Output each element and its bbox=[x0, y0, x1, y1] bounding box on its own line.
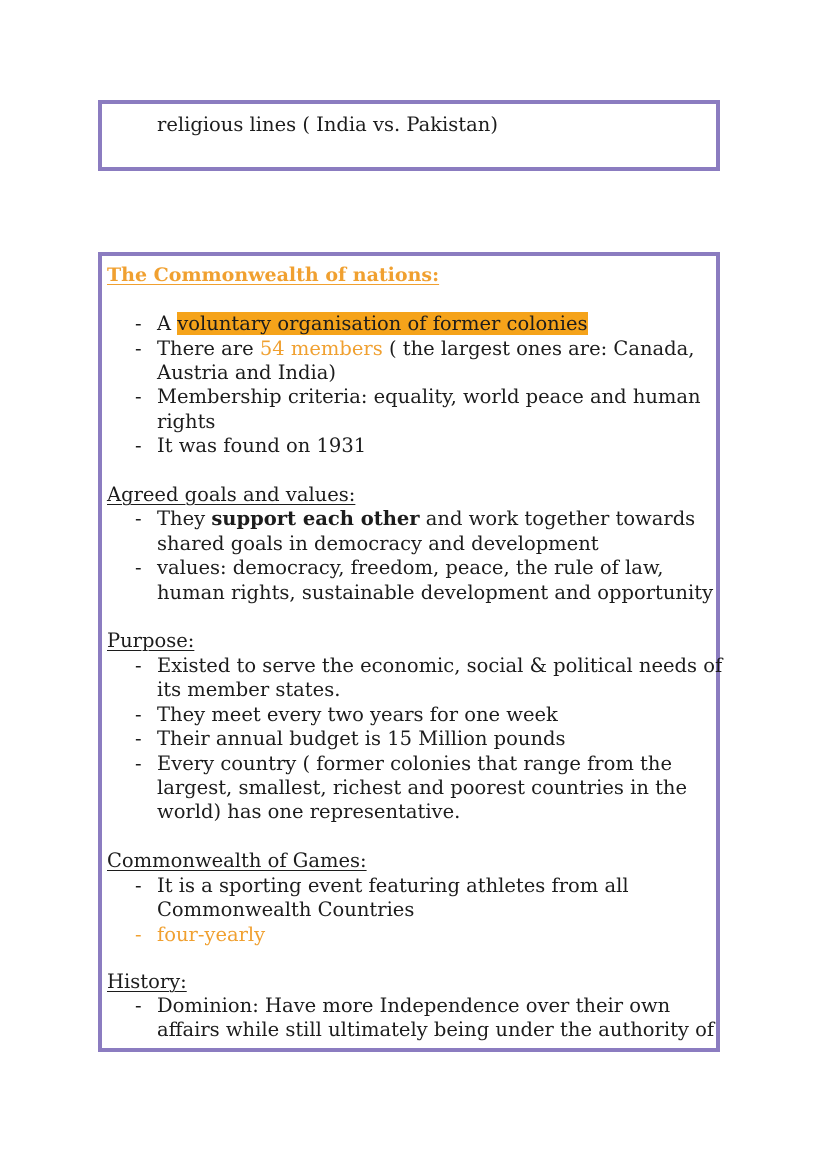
purpose-meet: They meet every two years for one week bbox=[157, 703, 558, 726]
games-event-cont: Commonwealth Countries bbox=[157, 898, 415, 921]
bullet-dash: - bbox=[135, 434, 142, 457]
goal-support-cont: shared goals in democracy and development bbox=[157, 532, 599, 555]
bullet-members-cont: Austria and India) bbox=[157, 361, 336, 384]
highlight-voluntary: voluntary organisation of former colonies bbox=[177, 312, 588, 335]
bullet-founded: It was found on 1931 bbox=[157, 434, 367, 457]
goal-values-cont: human rights, sustainable development and opportunity bbox=[157, 581, 714, 604]
games-event: It is a sporting event featuring athletes from all bbox=[157, 874, 629, 897]
members-count: 54 members bbox=[259, 337, 383, 360]
games-heading: Commonwealth of Games: bbox=[107, 849, 367, 872]
purpose-country-cont: largest, smallest, richest and poorest countries in the bbox=[157, 776, 688, 799]
goal-support: They support each other and work together towards bbox=[157, 507, 696, 530]
bullet-criteria: Membership criteria: equality, world peace and human bbox=[157, 385, 701, 408]
history-heading: History: bbox=[107, 970, 187, 993]
bullet-dash: - bbox=[135, 654, 142, 677]
bullet-dash: - bbox=[135, 874, 142, 897]
goals-heading: Agreed goals and values: bbox=[107, 483, 356, 506]
games-frequency: four-yearly bbox=[157, 923, 266, 946]
bullet-dash: - bbox=[135, 337, 142, 360]
bullet-members: There are 54 members ( the largest ones are: Canada, bbox=[157, 337, 695, 360]
purpose-country-cont2: world) has one representative. bbox=[157, 800, 461, 823]
support-bold: support each other bbox=[211, 507, 420, 530]
goal-values: values: democracy, freedom, peace, the rule of law, bbox=[157, 556, 664, 579]
purpose-budget: Their annual budget is 15 Million pounds bbox=[157, 727, 566, 750]
section-title: The Commonwealth of nations: bbox=[107, 264, 440, 286]
bullet-dash: - bbox=[135, 385, 142, 408]
purpose-serve: Existed to serve the economic, social & political needs of bbox=[157, 654, 723, 677]
bullet-dash: - bbox=[135, 312, 142, 335]
bullet-criteria-cont: rights bbox=[157, 410, 216, 433]
bullet-dash: - bbox=[135, 703, 142, 726]
top-note-text: religious lines ( India vs. Pakistan) bbox=[157, 113, 498, 136]
purpose-heading: Purpose: bbox=[107, 629, 195, 652]
history-dominion-cont: affairs while still ultimately being under the authority of bbox=[157, 1018, 715, 1041]
purpose-country: Every country ( former colonies that range from the bbox=[157, 752, 672, 775]
bullet-dash: - bbox=[135, 994, 142, 1017]
bullet-dash: - bbox=[135, 752, 142, 775]
bullet-dash: - bbox=[135, 556, 142, 579]
bullet-dash: - bbox=[135, 923, 142, 946]
bullet-voluntary: A voluntary organisation of former colonies bbox=[157, 312, 588, 335]
bullet-dash: - bbox=[135, 507, 142, 530]
history-dominion: Dominion: Have more Independence over their own bbox=[157, 994, 671, 1017]
purpose-serve-cont: its member states. bbox=[157, 678, 341, 701]
bullet-dash: - bbox=[135, 727, 142, 750]
